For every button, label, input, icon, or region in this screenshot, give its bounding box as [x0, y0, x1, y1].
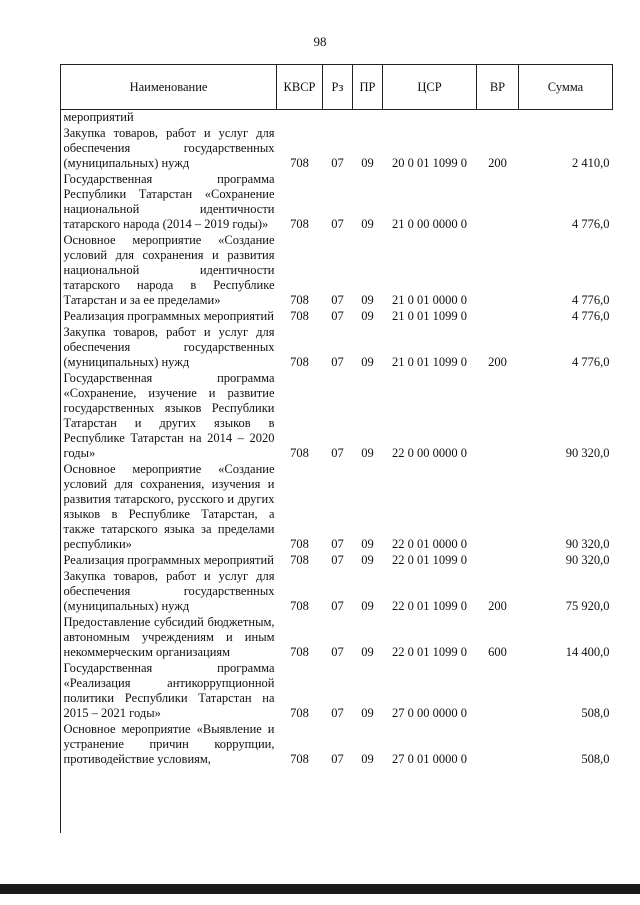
row-kvsr: 708	[290, 752, 309, 766]
row-pr: 09	[361, 752, 374, 766]
row-vr	[477, 233, 519, 309]
row-kvsr: 708	[290, 599, 309, 613]
row-kvsr	[277, 110, 323, 127]
row-kvsr: 708	[290, 537, 309, 551]
row-sum: 75 920,0	[565, 599, 610, 613]
row-csr: 27 0 01 0000 0	[392, 752, 467, 766]
row-name: Основное мероприятие «Выявление и устранение причин коррупции, противодействие условиям,	[63, 722, 275, 766]
row-pr: 09	[361, 309, 374, 323]
row-vr	[477, 371, 519, 462]
row-kvsr: 708	[290, 309, 309, 323]
row-name: Закупка товаров, работ и услуг для обеспечения государственных (муниципальных) нужд	[63, 325, 275, 369]
table-row	[61, 325, 613, 371]
header-vr: ВР	[477, 65, 519, 110]
header-sum: Сумма	[519, 65, 613, 110]
row-pr: 09	[361, 599, 374, 613]
row-rz: 07	[331, 706, 344, 720]
row-sum: 2 410,0	[572, 156, 610, 170]
table-row	[61, 462, 613, 553]
row-vr	[477, 661, 519, 722]
table-row	[61, 371, 613, 462]
table-header-row	[61, 65, 613, 110]
table-row	[61, 615, 613, 661]
table-row	[61, 126, 613, 172]
row-rz: 07	[331, 355, 344, 369]
row-csr	[383, 110, 477, 127]
row-sum: 4 776,0	[572, 355, 610, 369]
header-kvsr: КВСР	[277, 65, 323, 110]
row-vr	[477, 462, 519, 553]
row-csr: 21 0 01 0000 0	[392, 293, 467, 307]
row-sum: 90 320,0	[565, 537, 610, 551]
row-sum: 90 320,0	[565, 553, 610, 567]
row-sum: 90 320,0	[565, 446, 610, 460]
table-row	[61, 172, 613, 233]
row-csr: 21 0 01 1099 0	[392, 355, 467, 369]
row-csr: 22 0 01 1099 0	[392, 553, 467, 567]
row-pr: 09	[361, 537, 374, 551]
row-kvsr: 708	[290, 645, 309, 659]
row-csr: 21 0 00 0000 0	[392, 217, 467, 231]
row-name: мероприятий	[63, 110, 134, 124]
table-row	[61, 553, 613, 569]
row-vr	[477, 309, 519, 325]
header-rz: Рз	[323, 65, 353, 110]
header-pr: ПР	[353, 65, 383, 110]
table-row	[61, 661, 613, 722]
row-pr	[353, 110, 383, 127]
header-csr: ЦСР	[383, 65, 477, 110]
row-name: Государственная программа Республики Татарстан «Сохранение национальной идентичности татарского народа (2014 – 2019 годы)»	[63, 172, 275, 231]
row-name: Реализация программных мероприятий	[63, 553, 274, 567]
row-rz: 07	[331, 599, 344, 613]
row-vr: 600	[488, 645, 507, 659]
row-pr: 09	[361, 156, 374, 170]
row-rz: 07	[331, 553, 344, 567]
row-name: Государственная программа «Реализация антикоррупционной политики Республики Татарстан на 2015 – 2021 годы»	[63, 661, 275, 720]
row-vr	[477, 110, 519, 127]
row-name: Основное мероприятие «Создание условий для сохранения, изучения и развития татарского, русского и других языков в Республике Татарстан, а также татарского языка за пределами республики»	[63, 462, 275, 551]
row-sum: 4 776,0	[572, 293, 610, 307]
table-row	[61, 722, 613, 768]
row-sum: 14 400,0	[565, 645, 610, 659]
row-csr: 27 0 00 0000 0	[392, 706, 467, 720]
row-sum	[519, 110, 613, 127]
row-csr: 22 0 01 1099 0	[392, 645, 467, 659]
row-pr: 09	[361, 446, 374, 460]
row-rz	[323, 110, 353, 127]
scan-bottom-edge	[0, 884, 640, 894]
row-rz: 07	[331, 309, 344, 323]
row-vr	[477, 553, 519, 569]
row-rz: 07	[331, 293, 344, 307]
row-rz: 07	[331, 446, 344, 460]
row-name: Предоставление субсидий бюджетным, автономным учреждениям и иным некоммерческим организациям	[63, 615, 275, 659]
table-row	[61, 110, 613, 127]
row-sum: 4 776,0	[572, 217, 610, 231]
row-rz: 07	[331, 752, 344, 766]
table-row	[61, 309, 613, 325]
row-vr	[477, 172, 519, 233]
row-sum: 508,0	[581, 752, 610, 766]
table-row	[61, 569, 613, 615]
row-sum: 508,0	[581, 706, 610, 720]
page-number: 98	[313, 34, 327, 49]
row-name: Государственная программа «Сохранение, изучение и развитие государственных языков Республики Татарстан и других языков в Республике Татарстан на 2014 – 2020 годы»	[63, 371, 275, 460]
row-csr: 22 0 01 1099 0	[392, 599, 467, 613]
row-csr: 22 0 01 0000 0	[392, 537, 467, 551]
row-name: Реализация программных мероприятий	[63, 309, 274, 323]
table-row	[61, 233, 613, 309]
row-rz: 07	[331, 537, 344, 551]
header-name: Наименование	[61, 65, 277, 110]
row-kvsr: 708	[290, 553, 309, 567]
row-name: Основное мероприятие «Создание условий для сохранения и развития национальной идентичности татарского народа в Республике Татарстан и за ее пределами»	[63, 233, 275, 307]
row-name: Закупка товаров, работ и услуг для обеспечения государственных (муниципальных) нужд	[63, 126, 275, 170]
row-sum: 4 776,0	[572, 309, 610, 323]
row-kvsr: 708	[290, 156, 309, 170]
row-csr: 20 0 01 1099 0	[392, 156, 467, 170]
row-pr: 09	[361, 645, 374, 659]
row-vr: 200	[488, 599, 507, 613]
row-pr: 09	[361, 217, 374, 231]
budget-table	[60, 64, 613, 768]
row-rz: 07	[331, 217, 344, 231]
row-rz: 07	[331, 156, 344, 170]
row-vr: 200	[488, 156, 507, 170]
row-csr: 22 0 00 0000 0	[392, 446, 467, 460]
row-pr: 09	[361, 553, 374, 567]
row-name: Закупка товаров, работ и услуг для обеспечения государственных (муниципальных) нужд	[63, 569, 275, 613]
row-vr: 200	[488, 355, 507, 369]
row-pr: 09	[361, 293, 374, 307]
row-csr: 21 0 01 1099 0	[392, 309, 467, 323]
row-pr: 09	[361, 355, 374, 369]
row-vr	[477, 722, 519, 768]
row-kvsr: 708	[290, 355, 309, 369]
row-rz: 07	[331, 645, 344, 659]
row-kvsr: 708	[290, 293, 309, 307]
row-pr: 09	[361, 706, 374, 720]
row-kvsr: 708	[290, 446, 309, 460]
row-kvsr: 708	[290, 706, 309, 720]
row-kvsr: 708	[290, 217, 309, 231]
